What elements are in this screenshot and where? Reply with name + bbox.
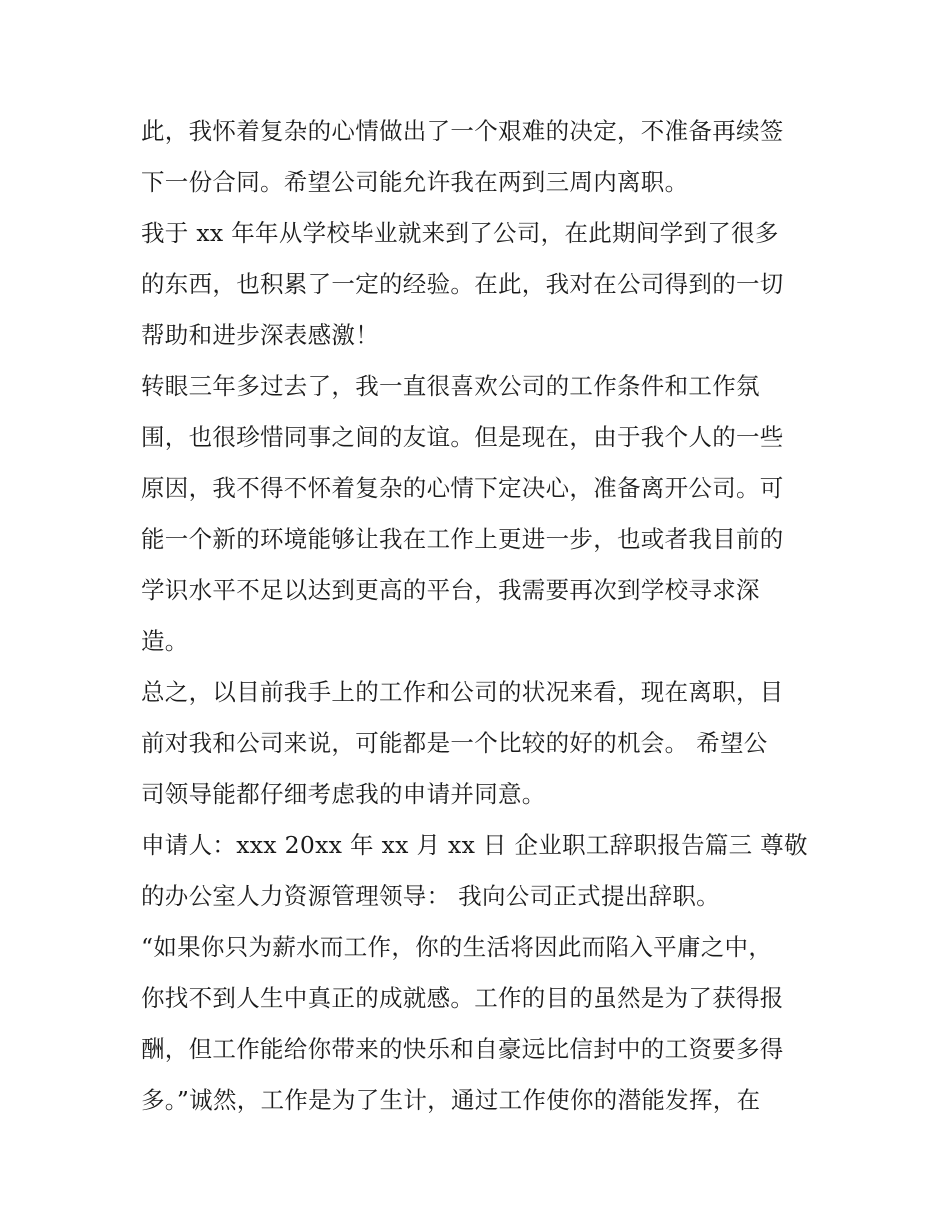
- document-body: [141, 106, 813, 1126]
- text-line: 多。”诚然，工作是为了生计，通过工作使你的潜能发挥，在: [141, 1086, 761, 1114]
- text-line: “如果你只为薪水而工作，你的生活将因此而陷入平庸之中，: [141, 933, 773, 961]
- text-line: 你找不到人生中真正的成就感。工作的目的虽然是为了获得报: [141, 984, 784, 1012]
- text-line: 申请人：xxx 20xx 年 xx 月 xx 日 企业职工辞职报告篇三 尊敬: [141, 831, 808, 859]
- text-line: 围，也很珍惜同事之间的友谊。但是现在，由于我个人的一些: [141, 423, 784, 451]
- text-line: 帮助和进步深表感激！: [141, 321, 379, 349]
- text-line: 酬，但工作能给你带来的快乐和自豪远比信封中的工资要多得: [141, 1035, 784, 1063]
- text-line: 的东西，也积累了一定的经验。在此，我对在公司得到的一切: [141, 270, 784, 298]
- text-line: 转眼三年多过去了，我一直很喜欢公司的工作条件和工作氛: [141, 372, 760, 400]
- text-line: 下一份合同。希望公司能允许我在两到三周内离职。: [141, 168, 689, 196]
- text-line: 造。: [141, 627, 189, 655]
- text-line: 此，我怀着复杂的心情做出了一个艰难的决定，不准备再续签: [141, 117, 784, 145]
- text-line: 前对我和公司来说，可能都是一个比较的好的机会。 希望公: [141, 729, 768, 757]
- text-line: 总之，以目前我手上的工作和公司的状况来看，现在离职，目: [141, 678, 784, 706]
- text-line: 司领导能都仔细考虑我的申请并同意。: [141, 780, 546, 808]
- text-line: 原因，我不得不怀着复杂的心情下定决心，准备离开公司。可: [141, 474, 784, 502]
- text-line: 我于 xx 年年从学校毕业就来到了公司，在此期间学到了很多: [141, 219, 779, 247]
- text-line: 的办公室人力资源管理领导： 我向公司正式提出辞职。: [141, 882, 720, 910]
- text-line: 能一个新的环境能够让我在工作上更进一步，也或者我目前的: [141, 525, 784, 553]
- text-line: 学识水平不足以达到更高的平台，我需要再次到学校寻求深: [141, 576, 760, 604]
